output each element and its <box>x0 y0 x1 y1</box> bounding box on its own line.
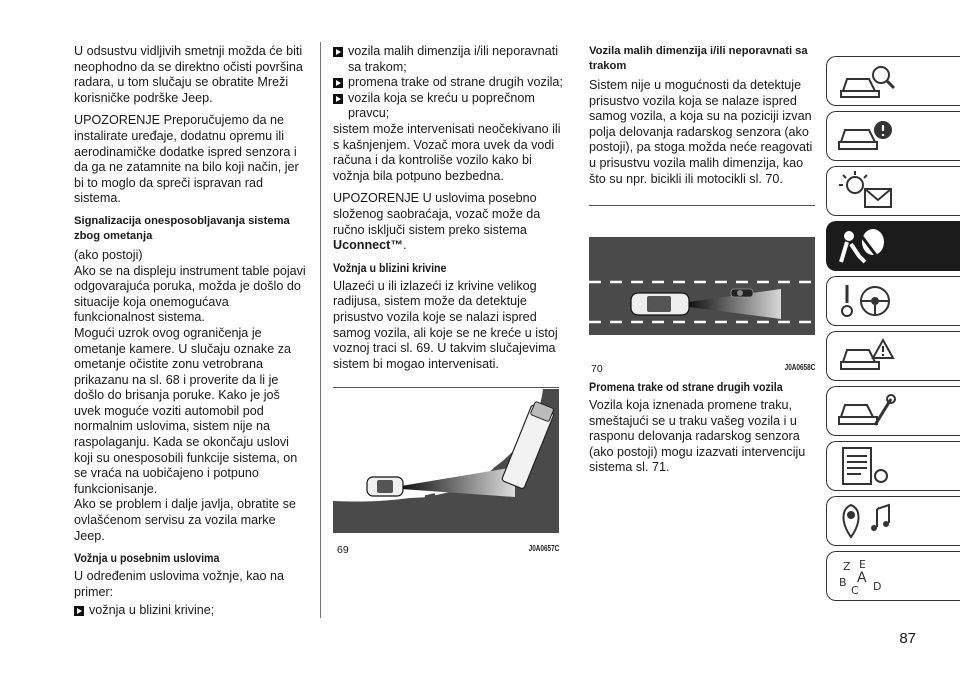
figure-69-curve-illustration <box>333 389 559 533</box>
figure-70-caption <box>591 363 815 375</box>
tab-car-info[interactable] <box>826 111 960 161</box>
svg-text:D: D <box>873 580 882 593</box>
bullet-arrow-icon <box>333 47 343 57</box>
svg-text:Z: Z <box>843 560 851 573</box>
tab-steering-wheel[interactable] <box>826 276 960 326</box>
paragraph: sistem može intervenisati neočekivano ili s kašnjenjem. Vozač mora uvek da vodi računa i da kontroliše vozilo kako bi vožnja bila potpuno bezbedna. <box>333 121 561 183</box>
bullet-item <box>333 44 565 75</box>
bullet-arrow-icon <box>74 606 84 616</box>
figure-code: J0A0658C <box>784 363 815 372</box>
paragraph: Ako se problem i dalje javlja, obratite se ovlašćenom servisu za vozila marke Jeep. <box>74 497 296 543</box>
warning-paragraph: UPOZORENJE Preporučujemo da ne instalirate uređaje, dodatnu opremu ili aerodinamičke dodatke ispred senzora i da ga ne zatamnite na bilo koji način, jer bi to moglo da spreči ispravan rad sistema. <box>74 113 299 206</box>
bullet-text: vožnja u blizini krivine; <box>89 603 215 618</box>
column-2 <box>333 44 565 379</box>
page-number: 87 <box>899 630 916 647</box>
section-heading: Vožnja u blizini krivine <box>333 260 447 275</box>
bullet-text: promena trake od strane drugih vozila; <box>348 75 563 90</box>
tab-media-nav[interactable] <box>826 496 960 546</box>
paragraph: Sistem nije u mogućnosti da detektuje prisustvo vozila koja se nalaze ispred samog vozila, a koja su na poziciji izvan polja delovanja radarskog senzora (ako postoji), pa stoga možda neće reagovati u prisustvu vozila malih dimenzija, kao što su npr. bicikli ili motocikli sl. 70. <box>589 78 813 186</box>
bullet-item <box>74 603 306 619</box>
steering-wheel-icon <box>837 281 897 321</box>
tab-car-warning[interactable] <box>826 331 960 381</box>
svg-text:E: E <box>859 558 866 571</box>
bullet-item <box>333 75 565 91</box>
car-service-icon <box>837 391 897 431</box>
figure-number: 69 <box>337 544 349 556</box>
section-heading: Signalizacija onesposobljavanja sistema zbog ometanja <box>74 214 290 242</box>
svg-text:B: B <box>839 576 847 589</box>
paragraph: Ako se na displeju instrument table pojavi odgovarajuća poruka, možda je došlo do situacije koja onemogućava funkcionalnost sistema. <box>74 263 306 325</box>
section-heading: Vozila malih dimenzija i/ili neporavnati sa trakom <box>589 45 808 72</box>
figure-69-caption <box>337 544 559 556</box>
figure-code: J0A0657C <box>528 544 559 553</box>
chapter-tabs <box>826 56 960 606</box>
data-list-icon <box>837 446 897 486</box>
alphabet-index-icon <box>837 556 897 596</box>
bullet-text: vozila koja se kreću u poprečnom pravcu; <box>348 90 535 121</box>
figure-70-motorcycle-illustration <box>589 207 815 353</box>
svg-text:C: C <box>851 584 859 596</box>
tab-data-list[interactable] <box>826 441 960 491</box>
car-search-icon <box>837 61 897 101</box>
paragraph: Vozila koja iznenada promene traku, smeštajući se u traku vašeg vozila i u rasponu delovanja radarskog senzora (ako postoji) mogu izazvati intervenciju sistema sl. 71. <box>589 398 806 475</box>
figure-number: 70 <box>591 363 603 375</box>
media-nav-icon <box>837 501 897 541</box>
tab-alphabet-index[interactable] <box>826 551 960 601</box>
column-3 <box>589 44 815 194</box>
column-3-lower <box>589 380 815 483</box>
bullet-text: vozila malih dimenzija i/ili neporavnati sa trakom; <box>348 44 558 74</box>
lights-warning-icon <box>837 171 897 211</box>
column-divider <box>320 42 321 618</box>
bullet-arrow-icon <box>333 94 343 104</box>
bullet-arrow-icon <box>333 78 343 88</box>
tab-car-service[interactable] <box>826 386 960 436</box>
airbag-safety-icon <box>837 226 897 266</box>
bullet-item <box>333 91 565 122</box>
column-1 <box>74 44 306 619</box>
section-heading: Vožnja u posebnim uslovima <box>74 551 220 566</box>
paragraph: Mogući uzrok ovog ograničenja je ometanje kamere. U slučaju oznake za ometanje očistite zonu vetrobrana prikazanu na sl. 68 i proverite da li je došlo do brisanja poruke. Kako je još uvek moguće voziti automobil pod normalnim uslovima, sistem nije na raspolaganju. Kada se okončaju uslovi koji su onesposobili funkcije sistema, on se vraća na uobičajeno i potpuno funkcionisanje. <box>74 325 298 496</box>
paragraph: U odsustvu vidljivih smetnji možda će biti neophodno da se direktno očisti površina radara, u tom slučaju se obratite Mreži korisničke podrške Jeep. <box>74 44 303 105</box>
tab-lights-warning[interactable] <box>826 166 960 216</box>
svg-text:A: A <box>857 570 867 586</box>
figure-top-rule <box>333 387 559 388</box>
warning-paragraph <box>333 191 565 253</box>
car-info-icon <box>837 116 897 156</box>
section-heading: Promena trake od strane drugih vozila <box>589 380 783 394</box>
car-warning-icon <box>837 336 897 376</box>
punct: . <box>402 238 407 253</box>
paragraph: Ulazeći u ili izlazeći iz krivine velikog radijusa, sistem može da detektuje prisustvo vozila koje se nalazi ispred samog vozila, ali koje se ne kreće u istoj voznoj traci sl. 69. U takvim slučajevima sistem bi mogao intervenisati. <box>333 278 558 371</box>
tab-car-search[interactable] <box>826 56 960 106</box>
uconnect-name: Uconnect™ <box>333 238 403 253</box>
paragraph: (ako postoji) <box>74 247 143 262</box>
warning-text: UPOZORENJE U uslovima posebno složenog saobraćaja, vozač može da ručno isključi sistem preko sistema <box>333 191 541 237</box>
paragraph: U određenim uslovima vožnje, kao na primer: <box>74 569 285 599</box>
figure-top-rule <box>589 205 815 206</box>
tab-airbag-safety[interactable] <box>826 221 960 271</box>
